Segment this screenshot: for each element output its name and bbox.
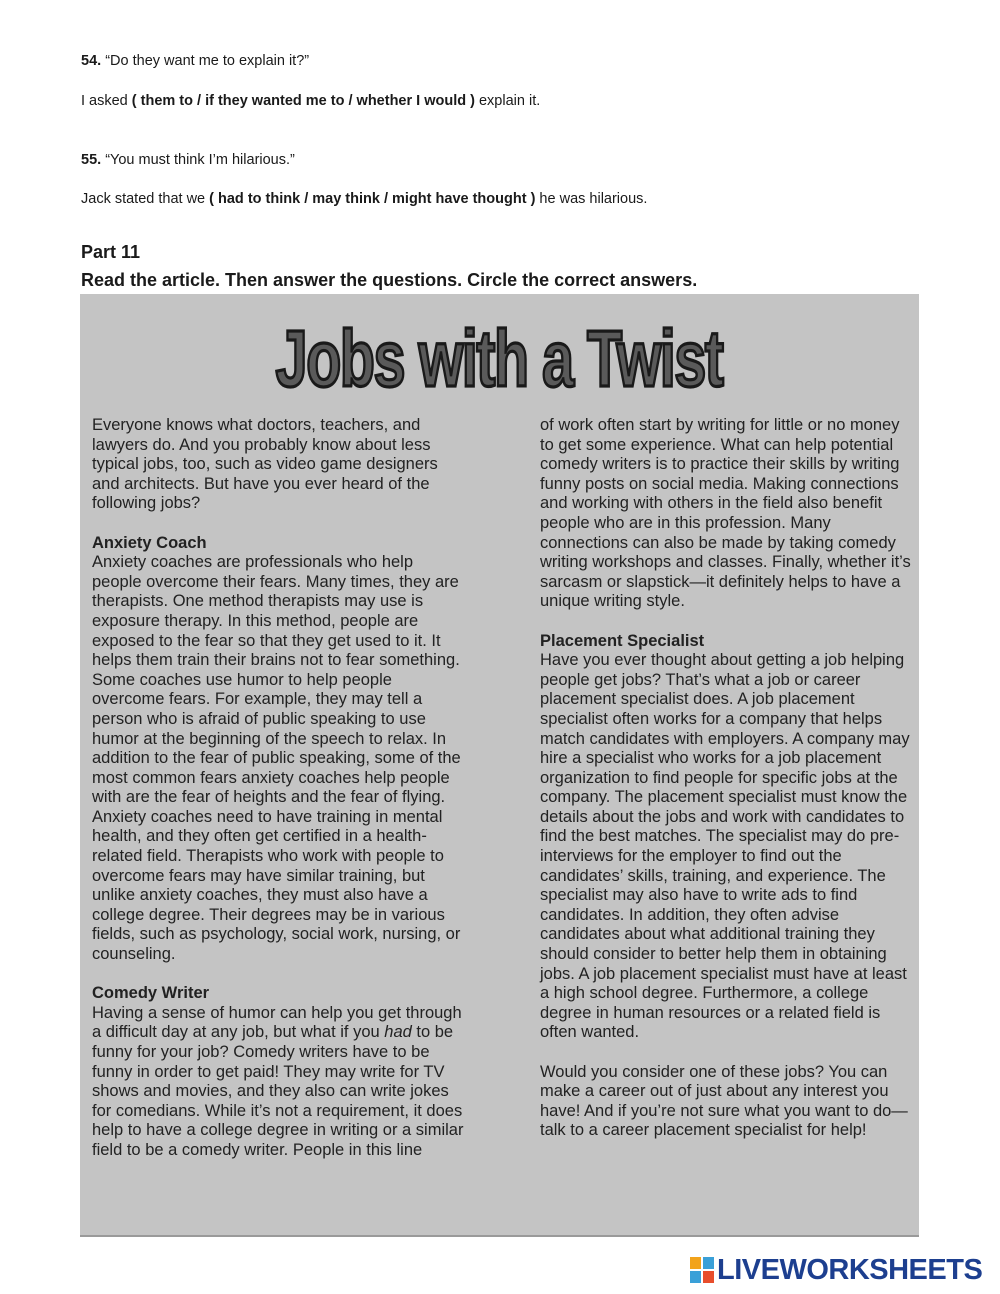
question-number: 54.: [81, 53, 102, 69]
question-55-prompt: [81, 152, 295, 168]
liveworksheets-logo-text: LIVEWORKSHEETS: [717, 1254, 983, 1286]
answer-options[interactable]: ( had to think / may think / might have thought ): [209, 191, 536, 207]
article-column-right: [540, 416, 912, 1141]
section-comedy-writer: [92, 984, 467, 1160]
answer-options[interactable]: ( them to / if they wanted me to / whether I would ): [131, 93, 475, 109]
article-title: Jobs with a Twist: [275, 313, 723, 402]
body-text: to be funny for your job? Comedy writers have to be funny in order to get paid! They may write for TV shows and movies, and they also can write jokes for comedians. While it’s not a requirement, it does help to have a college degree in writing or a similar field to be a comedy writer. People in this line: [92, 1023, 464, 1159]
section-body-continued: of work often start by writing for little or no money to get some experience. What can help potential comedy writers is to practice their skills by writing funny posts on social media. Making connections and working with others in the field also benefit people who are in this profession. Many connections can also be made by taking comedy writing workshops and classes. Finally, whether it’s sarcasm or slapstick—it definitely helps to have a unique writing style.: [540, 416, 911, 611]
stem-text: explain it.: [474, 93, 541, 109]
part-instructions: Read the article. Then answer the questions. Circle the correct answers.: [81, 270, 698, 290]
article-intro: Everyone knows what doctors, teachers, and lawyers do. And you probably know about less typical jobs, too, such as video game designers and architects. But have you ever heard of the following jobs?: [92, 416, 438, 513]
liveworksheets-logo-icon: [690, 1257, 714, 1283]
stem-text: Jack stated that we: [81, 191, 210, 207]
stem-text: he was hilarious.: [535, 191, 648, 207]
article-title-banner: [80, 296, 919, 402]
article-column-left: [92, 416, 467, 1161]
question-55-stem: [81, 191, 647, 207]
stem-text: I asked: [81, 93, 132, 109]
section-anxiety-coach: [92, 534, 467, 965]
article-conclusion: Would you consider one of these jobs? You can make a career out of just about any interest you have! And if you’re not sure what you want to do—talk to a career placement specialist for help!: [540, 1062, 908, 1140]
question-54-stem: [81, 93, 540, 109]
article-panel: [80, 294, 919, 1237]
section-body: [92, 1004, 467, 1161]
part-title: Part 11: [81, 242, 141, 262]
section-heading: Comedy Writer: [92, 984, 210, 1003]
liveworksheets-logo: [690, 1254, 982, 1286]
question-54-prompt: [81, 53, 309, 69]
section-heading: Anxiety Coach: [92, 533, 207, 552]
question-number: 55.: [81, 152, 102, 168]
section-body: Anxiety coaches are professionals who help people overcome their fears. Many times, they are therapists. One method therapists may use is exposure therapy. In this method, people are exposed to the fear so that they get used to it. It helps them train their brains not to fear something. Some coaches use humor to help people overcome fears. For example, they may tell a person who is afraid of public speaking to use humor at the beginning of the speech to relax. In addition to the fear of public speaking, some of the most common fears anxiety coaches help people with are the fear of heights and the fear of flying. Anxiety coaches need to have training in mental health, and they often get certified in a health-related field. Therapists who work with people to overcome fears may have similar training, but unlike anxiety coaches, they must also have a college degree. Their degrees may be in various fields, such as psychology, social work, nursing, or counseling.: [92, 553, 461, 964]
section-placement-specialist: [540, 632, 912, 1043]
section-body: Have you ever thought about getting a job helping people get jobs? That’s what a job or career placement specialist does. A job placement specialist often works for a company that helps match candidates with employers. A company may hire a specialist who works for a job placement organization to find people for specific jobs at the company. The placement specialist must know the details about the jobs and work with candidates to find the best matches. The specialist may do pre-interviews for the employer to find out the candidates’ skills, training, and experience. The specialist may also have to write ads to find candidates. In addition, they often advise candidates about what additional training they should consider to better help them in obtaining jobs. A job placement specialist must have at least a high school degree. Furthermore, a college degree in human resources or a related field is often wanted.: [540, 651, 910, 1042]
section-heading: Placement Specialist: [540, 631, 705, 650]
question-quote: “Do they want me to explain it?”: [105, 53, 310, 69]
question-quote: “You must think I’m hilarious.”: [105, 152, 295, 168]
body-text: Having a sense of humor can help you get through a difficult day at any job, but what if you: [92, 1003, 462, 1042]
body-emphasis: had: [384, 1023, 412, 1042]
